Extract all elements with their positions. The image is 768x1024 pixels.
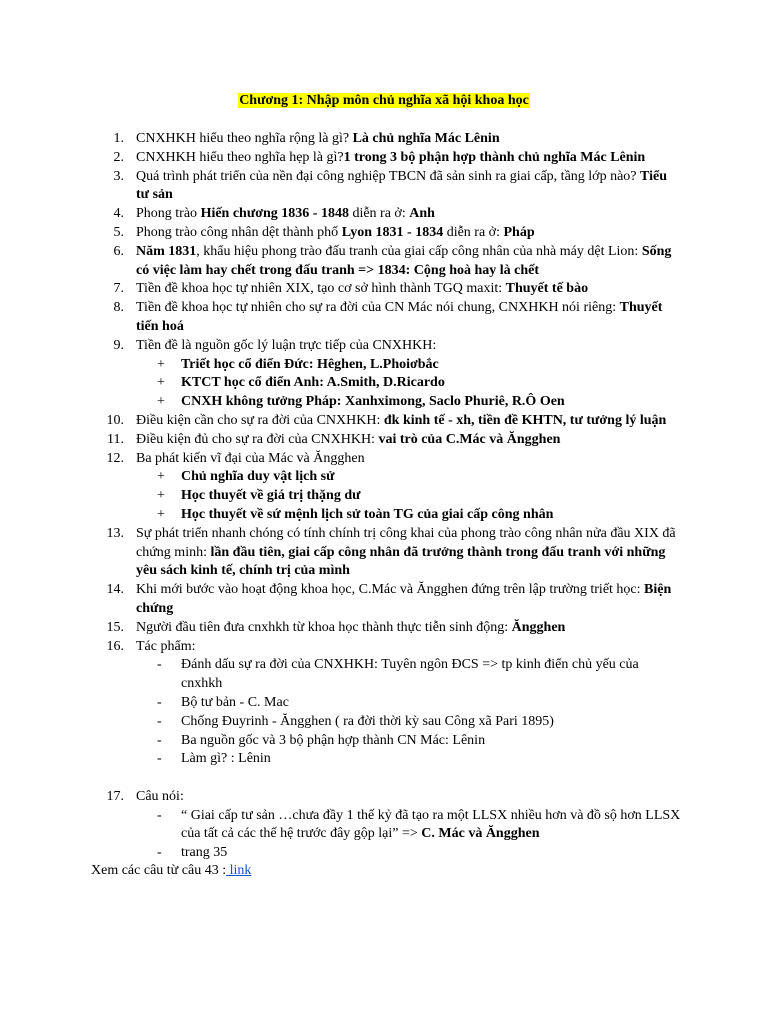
bold-text: Chủ nghĩa duy vật lịch sử [181,469,335,485]
item-number: 14. [106,582,124,598]
bold-text: C. Mác và Ăngghen [421,826,540,842]
bullet-marker: + [157,375,165,391]
bold-text: Hiến chương 1836 - 1848 [200,206,349,222]
item-text: Chống Đuyrinh - Ăngghen ( ra đời thời kỳ sau Công xã Pari 1895) [181,713,554,729]
chapter-title: Chương 1: Nhập môn chủ nghĩa xã hội khoa học [239,93,529,108]
bold-text: Tiểu tư sản [136,168,667,203]
item-text: Câu nói: [136,788,184,804]
bold-text: Ăngghen [511,619,566,635]
item-text: Điều kiện đủ cho sự ra đời của CNXHKH: [136,431,379,447]
bullet-marker: - [157,657,162,673]
item-number: 15. [106,619,124,635]
item-number: 8. [113,300,124,316]
item-text: Tiền đề là nguồn gốc lý luận trực tiếp của CNXHKH: [136,337,437,353]
bold-text: Lyon 1831 - 1834 [341,224,444,240]
item-number: 3. [113,168,124,184]
list-item [0,638,676,657]
bold-text: đk kinh tế - xh, tiền đề KHTN, tư tưởng lý luận [383,412,667,428]
bullet-marker: + [157,469,165,485]
item-text: Khi mới bước vào hoạt động khoa học, C.Mác và Ăngghen đứng trên lập trường triết học: [136,582,645,598]
item-number: 16. [106,638,124,654]
item-number: 4. [113,206,124,222]
sub-item [0,374,681,393]
item-number: 17. [106,788,124,804]
bullet-marker: - [157,694,162,710]
item-text: “ Giai cấp tư sản …chưa đầy 1 thế kỷ đã tạo ra một LLSX nhiều hơn và đồ sộ hơn LLSX của tất cả các thế hệ trước đây gộp lại” => [181,807,681,842]
item-text: Tác phẩm: [136,638,196,654]
bullet-marker: - [157,845,162,861]
bullet-marker: + [157,356,165,372]
item-text: Bộ tư bản - C. Mac [181,694,289,710]
bold-text: Triết học cổ điển Đức: Hêghen, L.Phoiơbắc [181,356,439,372]
sub-item [0,468,681,487]
list-item [0,224,676,243]
bold-text: Năm 1831 [136,243,197,259]
sub-item [0,356,681,375]
item-text: Quá trình phát triển của nền đại công nghiệp TBCN đã sản sinh ra giai cấp, tầng lớp nào? [136,168,641,184]
list-item [0,299,676,337]
item-text: CNXHKH hiểu theo nghĩa hẹp là gì? [136,149,344,165]
item-number: 12. [106,450,124,466]
sub-item [0,844,681,863]
list-item [0,280,676,299]
sub-item [0,713,681,732]
footer-link[interactable]: link [226,863,252,878]
bold-text: Biện chứng [136,582,672,616]
sub-item [0,656,681,694]
item-number: 13. [106,525,124,541]
sub-item [0,732,681,751]
item-number: 10. [106,412,124,428]
bold-text: Học thuyết về giá trị thặng dư [181,488,361,504]
item-number: 6. [113,243,124,259]
bullet-marker: - [157,732,162,748]
item-number: 7. [113,281,124,297]
spacer [0,769,768,788]
list-item [0,130,676,149]
item-text: diễn ra ở: [348,206,410,222]
list-item [0,149,676,168]
item-number: 2. [113,149,124,165]
chapter-title-row [0,92,768,111]
item-text: Làm gì? : Lênin [181,751,271,767]
bullet-marker: - [157,751,162,767]
question-list [0,130,768,863]
bullet-marker: + [157,394,165,410]
list-item [0,619,676,638]
item-text: Phong trào [136,206,201,222]
item-text: Phong trào công nhân dệt thành phố [136,224,342,240]
item-text: , khẩu hiệu phong trào đấu tranh của giai cấp công nhân của nhà máy dệt Lion: [196,243,642,259]
bold-text: lần đầu tiên, giai cấp công nhân đã trưởng thành trong đấu tranh với những yêu sách kinh tế, chính trị của mình [136,544,666,579]
bold-text: 1 trong 3 bộ phận hợp thành chủ nghĩa Mác Lênin [343,149,646,165]
item-number: 1. [113,131,124,146]
sub-item [0,807,681,845]
bold-text: Thuyết tế bào [505,281,589,297]
item-text: Tiền đề khoa học tự nhiên XIX, tạo cơ sở hình thành TGQ maxit: [136,281,506,297]
item-text: CNXHKH hiểu theo nghĩa rộng là gì? [136,131,353,146]
item-text: Ba nguồn gốc và 3 bộ phận hợp thành CN Mác: Lênin [181,732,486,748]
bullet-marker: + [157,506,165,522]
sub-item [0,694,681,713]
bold-text: Sống có việc làm hay chết trong đấu tranh => 1834: Cộng hoà hay là chết [136,243,672,278]
item-text: Đánh dấu sự ra đời của CNXHKH: Tuyên ngôn ĐCS => tp kinh điển chủ yếu của cnxhkh [181,657,639,692]
list-item [0,205,676,224]
list-item [0,450,676,469]
item-text: Tiền đề khoa học tự nhiên cho sự ra đời của CN Mác nói chung, CNXHKH nói riêng: [136,300,620,316]
list-item [0,337,676,356]
sub-item [0,506,681,525]
footer-text: Xem các câu từ câu 43 : [91,863,227,878]
item-text: diễn ra ở: [443,224,504,240]
item-text: Ba phát kiến vĩ đại của Mác và Ăngghen [136,450,365,466]
list-item [0,788,676,807]
bullet-marker: + [157,488,165,504]
bold-text: Học thuyết về sứ mệnh lịch sử toàn TG của giai cấp công nhân [181,506,554,522]
sub-item [0,393,681,412]
item-text: Người đầu tiên đưa cnxhkh từ khoa học thành thực tiễn sinh động: [136,619,512,635]
bold-text: CNXH không tưởng Pháp: Xanhximong, Saclo Phuriê, R.Ô Oen [181,394,565,410]
item-number: 9. [113,337,124,353]
bold-text: vai trò của C.Mác và Ăngghen [378,431,561,447]
list-item [0,525,676,581]
item-text: Điều kiện cần cho sự ra đời của CNXHKH: [136,412,384,428]
item-number: 11. [107,431,124,447]
bold-text: Thuyết tiến hoá [136,300,663,334]
item-number: 5. [113,224,124,240]
bold-text: Anh [409,206,435,222]
bold-text: Pháp [503,224,535,240]
bullet-marker: - [157,713,162,729]
item-text: Sự phát triển nhanh chóng có tính chính trị công khai của phong trào công nhân nửa đầu XIX đã chứng minh: [136,525,676,560]
bullet-marker: - [157,807,162,823]
item-text: trang 35 [181,845,228,861]
list-item [0,412,676,431]
list-item [0,431,676,450]
bold-text: Là chủ nghĩa Mác Lênin [352,131,500,146]
list-item [0,243,676,281]
footer-note [91,862,251,881]
sub-item [0,487,681,506]
list-item [0,581,676,619]
list-item [0,168,676,206]
sub-item [0,750,681,769]
bold-text: KTCT học cổ điển Anh: A.Smith, D.Ricardo [181,375,445,391]
